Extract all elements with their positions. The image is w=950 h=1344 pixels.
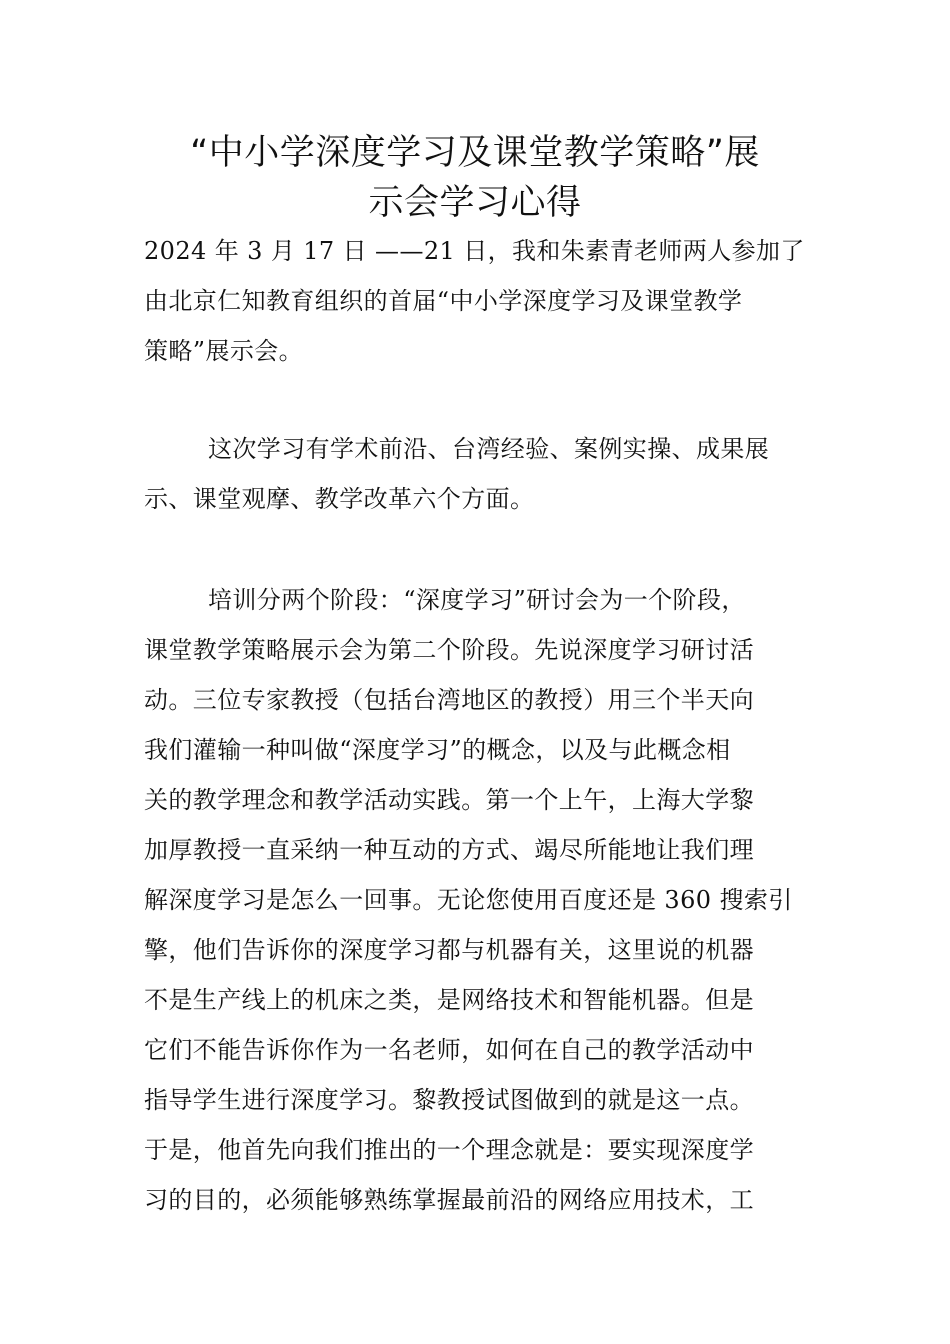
title-line-2: 示会学习心得 [368, 183, 582, 223]
paragraph-line: 擎，他们告诉你的深度学习都与机器有关，这里说的机器 [144, 936, 754, 964]
paragraph-line: 示、课堂观摩、教学改革六个方面。 [144, 485, 535, 513]
title-line-1: “中小学深度学习及课堂教学策略”展 [190, 133, 760, 173]
paragraph-line: 这次学习有学术前沿、台湾经验、案例实操、成果展 [208, 435, 770, 463]
paragraph-line: 2024 年 3 月 17 日 ——21 日，我和朱素青老师两人参加了 [144, 237, 805, 265]
document-title [140, 128, 810, 228]
paragraph-line: 解深度学习是怎么一回事。无论您使用百度还是 360 搜索引 [144, 886, 793, 914]
paragraph-line: 关的教学理念和教学活动实践。第一个上午，上海大学黎 [144, 786, 754, 814]
paragraph-line: 我们灌输一种叫做“深度学习”的概念，以及与此概念相 [144, 736, 731, 764]
paragraph-line: 指导学生进行深度学习。黎教授试图做到的就是这一点。 [144, 1086, 754, 1114]
paragraph-line: 由北京仁知教育组织的首届“中小学深度学习及课堂教学 [144, 287, 743, 315]
paragraph-line: 于是，他首先向我们推出的一个理念就是：要实现深度学 [144, 1136, 754, 1164]
paragraph-3 [144, 575, 808, 1225]
paragraph-line: 课堂教学策略展示会为第二个阶段。先说深度学习研讨活 [144, 636, 754, 664]
paragraph-line: 动。三位专家教授（包括台湾地区的教授）用三个半天向 [144, 686, 754, 714]
paragraph-line: 策略”展示会。 [144, 337, 304, 365]
paragraph-line: 不是生产线上的机床之类，是网络技术和智能机器。但是 [144, 986, 754, 1014]
paragraph-line: 培训分两个阶段：“深度学习”研讨会为一个阶段， [208, 586, 746, 614]
paragraph-line: 习的目的，必须能够熟练掌握最前沿的网络应用技术，工 [144, 1186, 754, 1214]
paragraph-2 [144, 424, 808, 524]
paragraph-line: 它们不能告诉你作为一名老师，如何在自己的教学活动中 [144, 1036, 754, 1064]
paragraph-line: 加厚教授一直采纳一种互动的方式、竭尽所能地让我们理 [144, 836, 754, 864]
paragraph-1 [144, 226, 808, 376]
